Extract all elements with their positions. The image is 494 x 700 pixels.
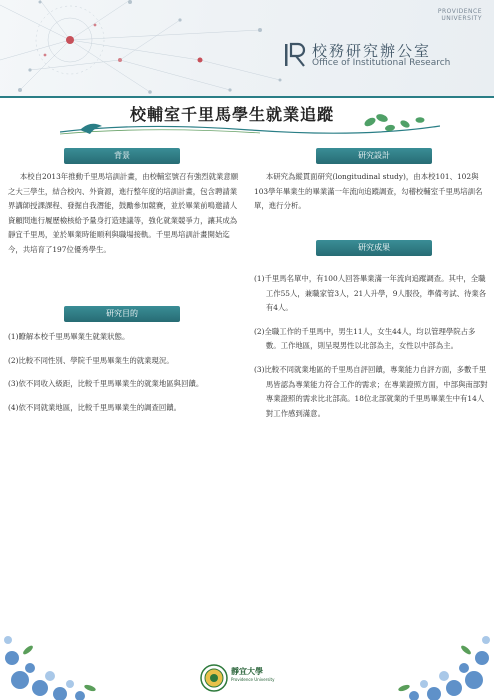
purpose-item: (3)依不同收入級距，比較千里馬畢業生的就業地區與回饋。	[8, 379, 204, 389]
result-item: (3)比較不同就業地區的千里馬自評回饋，專業能力自評方面，多數千里馬皆認為專業能力符合工作的需求；在專業證照方面，中部與南部對專業證照的需求比北部高。18位北部就業的千里馬畢業生中有14人對工作感到滿意。	[254, 364, 488, 418]
results-heading: 研究成果	[316, 240, 432, 256]
oir-logo-icon	[284, 42, 308, 68]
result-item: (1)千里馬名單中，有100人回答畢業滿一年流向追蹤調查。其中，全職工作55人，兼職家管3人，21人升學，9人服役，準備考試、待業各有4人。	[254, 274, 487, 313]
design-heading: 研究設計	[316, 148, 432, 164]
purpose-list	[8, 330, 244, 424]
purpose-heading: 研究目的	[64, 306, 180, 322]
title-area	[60, 100, 440, 144]
purpose-item: (1)瞭解本校千里馬畢業生就業狀態。	[8, 332, 130, 341]
header-banner	[0, 0, 494, 96]
result-item: (2)全職工作的千里馬中，男生11人，女生44人，均以管理學院占多數。工作地區，則呈現男性以北部為主，女性以中部為主。	[254, 326, 476, 351]
floral-corner-left	[0, 610, 110, 700]
office-name-en: Office of Institutional Research	[312, 58, 451, 68]
purpose-item: (4)依不同就業地區，比較千里馬畢業生的調查回饋。	[8, 402, 182, 412]
page-title: 校輔室千里馬學生就業追蹤	[130, 105, 335, 124]
university-name-footer-en: Providence University	[231, 677, 275, 682]
background-text: 本校自2013年推動千里馬培訓計畫，由校輔室號召有強烈就業意願之大三學生，結合校內、外資源，進行整年度的培訓計畫，包含聘請業界講師授課課程、發掘自我潛能，鼓勵參加競賽，並於畢業前鳴邀請人資顧問進行履歷檢核給予量身打造建議等，強化就業競爭力，讓其成為靜宜千里馬，並於畢業時能順利與職場接軌。千里馬培訓計畫開始迄今，共培育了197位優秀學生。	[8, 172, 239, 254]
background-heading: 背景	[64, 148, 180, 164]
university-seal-icon	[200, 664, 228, 692]
background-section	[8, 170, 240, 258]
results-list	[254, 272, 488, 430]
design-text: 本研究為縱貫面研究(longitudinal study)，由本校101、102與103學年畢業生的畢業滿一年流向追蹤調查，勾稽校輔室千里馬培訓名單，進行分析。	[254, 172, 483, 211]
banner-divider	[0, 96, 494, 98]
design-section	[254, 170, 488, 214]
university-name-en: PROVIDENCE UNIVERSITY	[437, 8, 482, 22]
university-name-zh: 靜宜大學	[231, 666, 263, 676]
network-graphic	[0, 0, 300, 96]
purpose-item: (2)比較不同性別、學院千里馬畢業生的就業現況。	[8, 355, 174, 365]
office-name-zh: 校務研究辦公室	[312, 42, 432, 60]
floral-corner-right	[384, 610, 494, 700]
